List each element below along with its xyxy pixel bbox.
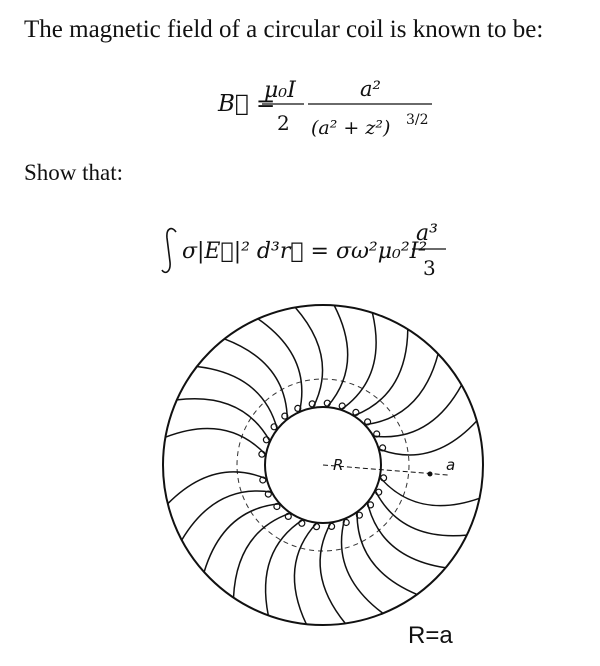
equation-magnetic-field <box>217 77 432 139</box>
toroidal-coil-figure <box>150 303 500 643</box>
eq1-den-right: (a² + z²) <box>311 117 391 139</box>
coil-winding <box>168 472 267 504</box>
coil-winding <box>379 421 477 455</box>
eq2-lhs: σ|E⃗|² d³r⃗ = σω²μ₀²I² <box>182 239 428 264</box>
eq1-lhs: B⃗ = <box>218 91 276 117</box>
integral-sign <box>162 229 176 273</box>
coil-windings <box>165 305 479 624</box>
eq1-den-right-exp: 3/2 <box>406 112 429 128</box>
coil-winding <box>165 428 266 454</box>
coil-winding <box>365 354 438 425</box>
eq1-den-left: 2 <box>277 111 290 135</box>
coil-winding <box>177 399 270 442</box>
equation-to-show <box>162 221 446 280</box>
coil-winding <box>342 519 383 614</box>
radius-marker-dot <box>428 472 433 477</box>
label-R: R <box>333 456 344 474</box>
figure-caption: R=a <box>408 622 453 649</box>
show-that-text: Show that: <box>24 160 124 185</box>
label-a: a <box>446 456 456 474</box>
coil-winding <box>357 512 417 595</box>
coil-winding <box>354 329 408 416</box>
coil-winding <box>204 504 280 572</box>
coil-winding <box>341 313 376 410</box>
coil-winding <box>197 367 277 430</box>
eq2-numerator: a³ <box>416 221 438 246</box>
intro-text: The magnetic field of a circular coil is known to be: <box>24 16 544 43</box>
coil-winding <box>375 490 467 535</box>
coil-winding <box>295 307 322 408</box>
winding-loop <box>314 524 320 530</box>
coil-winding <box>294 523 316 624</box>
coil-winding <box>367 502 445 568</box>
coil-winding <box>327 305 348 407</box>
coil-winding <box>380 477 480 506</box>
winding-loop <box>259 451 265 457</box>
winding-loop <box>381 475 387 481</box>
eq1-num-right: a² <box>360 77 381 101</box>
coil-winding <box>258 319 302 412</box>
eq1-num-left: μ₀I <box>264 78 296 103</box>
eq2-denominator: 3 <box>423 256 436 280</box>
equations <box>0 0 600 300</box>
